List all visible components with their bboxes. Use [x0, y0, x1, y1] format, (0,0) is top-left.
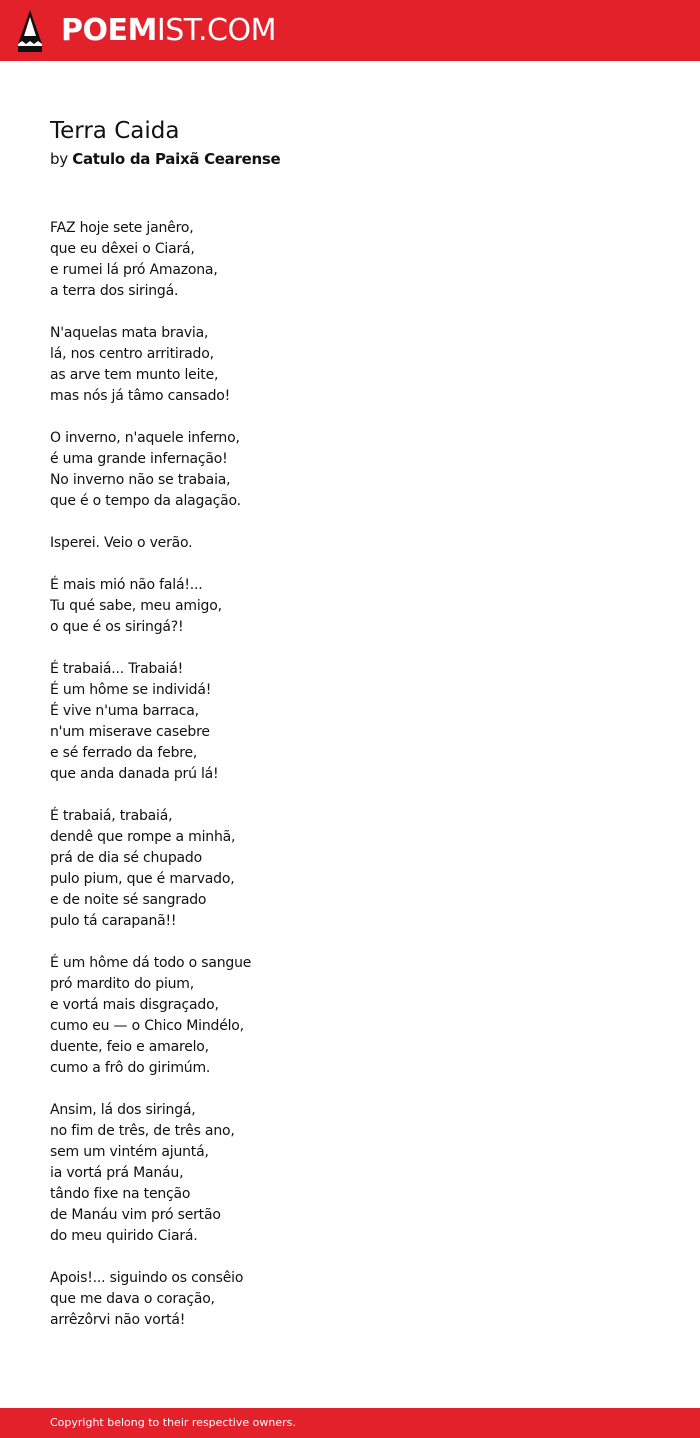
poem-line: que eu dêxei o Ciará, [50, 241, 195, 257]
poem-stanza [50, 575, 650, 638]
poem-line: e vortá mais disgraçado, [50, 997, 219, 1013]
poem-stanza [50, 1268, 650, 1331]
poem-stanza [50, 806, 650, 932]
poem-line: tândo fixe na tenção [50, 1186, 191, 1202]
poem-line: que anda danada prú lá! [50, 766, 219, 782]
poem-line: o que é os siringá?! [50, 619, 184, 635]
poem-line: É um hôme se individá! [50, 682, 212, 698]
top-bar [0, 0, 700, 61]
poem-line: e sé ferrado da febre, [50, 745, 198, 761]
poem-line: de Manáu vim pró sertão [50, 1207, 221, 1223]
poem-line: que é o tempo da alagação. [50, 493, 241, 509]
poem-line: É trabaiá... Trabaiá! [50, 661, 184, 677]
poem-line: FAZ hoje sete janêro, [50, 220, 194, 236]
poem-stanza [50, 218, 650, 302]
poem-line: lá, nos centro arritirado, [50, 346, 214, 362]
poem-stanza [50, 428, 650, 512]
poem-line: cumo eu — o Chico Mindélo, [50, 1018, 244, 1034]
poem-body [50, 218, 650, 1352]
poem-stanza [50, 533, 650, 554]
poem-line: e rumei lá pró Amazona, [50, 262, 218, 278]
poem-line: a terra dos siringá. [50, 283, 179, 299]
poem-line: Tu qué sabe, meu amigo, [50, 598, 222, 614]
poem-line: ia vortá prá Manáu, [50, 1165, 184, 1181]
poem-line: cumo a frô do girimúm. [50, 1060, 211, 1076]
footer-bar [0, 1408, 700, 1438]
poem-line: É vive n'uma barraca, [50, 703, 199, 719]
poem-stanza [50, 1100, 650, 1247]
logo-bold-text: POEM [61, 13, 157, 48]
author-name: Catulo da Paixã Cearense [72, 150, 281, 168]
poem-line: É um hôme dá todo o sangue [50, 955, 252, 971]
poem-line: É trabaiá, trabaiá, [50, 808, 173, 824]
poem-line: e de noite sé sangrado [50, 892, 207, 908]
poem-line: N'aquelas mata bravia, [50, 325, 209, 341]
poem-line: pró mardito do pium, [50, 976, 194, 992]
poem-line: dendê que rompe a minhã, [50, 829, 236, 845]
copyright-text: Copyright belong to their respective owners. [50, 1416, 296, 1429]
poem-line: n'um miserave casebre [50, 724, 210, 740]
poem-line: as arve tem munto leite, [50, 367, 219, 383]
by-label: by [50, 150, 68, 168]
poem-title: Terra Caida [50, 118, 180, 144]
poem-line: no fim de três, de três ano, [50, 1123, 235, 1139]
poem-line: prá de dia sé chupado [50, 850, 202, 866]
site-logo [61, 11, 276, 51]
poem-line: O inverno, n'aquele inferno, [50, 430, 240, 446]
poem-line: pulo pium, que é marvado, [50, 871, 235, 887]
poem-line: pulo tá carapanã!! [50, 913, 177, 929]
poem-line: é uma grande infernação! [50, 451, 228, 467]
poem-stanza [50, 953, 650, 1079]
poem-line: sem um vintém ajuntá, [50, 1144, 209, 1160]
poem-line: que me dava o coração, [50, 1291, 215, 1307]
poem-stanza [50, 659, 650, 785]
poem-line: Ansim, lá dos siringá, [50, 1102, 196, 1118]
poem-line: No inverno não se trabaia, [50, 472, 231, 488]
poem-line: Apois!... siguindo os consêio [50, 1270, 244, 1286]
pencil-icon [18, 10, 42, 52]
logo-light-text: IST.COM [156, 13, 276, 48]
poem-line: do meu quirido Ciará. [50, 1228, 198, 1244]
poem-line: É mais mió não falá!... [50, 577, 203, 593]
byline [50, 148, 280, 170]
poem-line: Isperei. Veio o verão. [50, 535, 193, 551]
poem-stanza [50, 323, 650, 407]
poem-line: mas nós já tâmo cansado! [50, 388, 231, 404]
poem-line: arrêzôrvi não vortá! [50, 1312, 186, 1328]
poem-line: duente, feio e amarelo, [50, 1039, 209, 1055]
